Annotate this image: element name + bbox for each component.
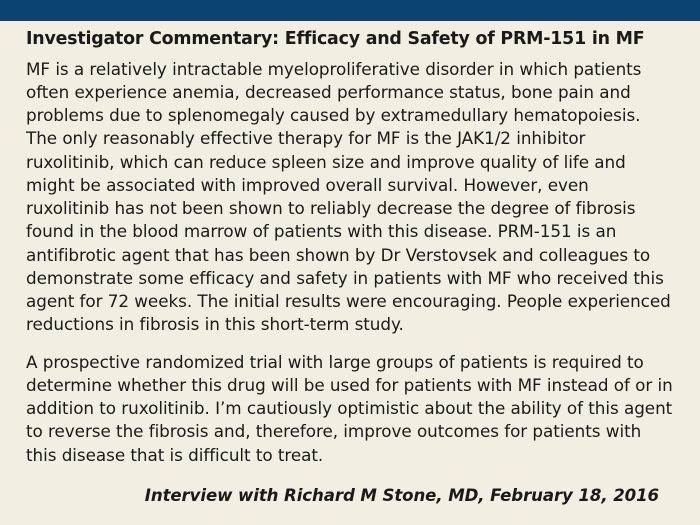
commentary-paragraph-2: A prospective randomized trial with large groups of patients is required to determine whether this drug will be used for patients with MF instead of or in addition to ruxolitinib. I’m cautiously optimistic about the ability of this agent to reverse the fibrosis and, therefore, improve outcomes for patients with this disease that is difficult to treat. [26, 351, 673, 465]
page-title: Investigator Commentary: Efficacy and Safety of PRM-151 in MF [26, 29, 645, 49]
commentary-paragraph-1: MF is a relatively intractable myeloproliferative disorder in which patients often experience anemia, decreased performance status, bone pain and problems due to splenomegaly caused by extramedullary hematopoiesis. The only reasonably effective therapy for MF is the JAK1/2 inhibitor ruxolitinib, which can reduce spleen size and improve quality of life and might be associated with improved overall survival. However, even ruxolitinib has not been shown to reliably decrease the degree of fibrosis found in the blood marrow of patients with this disease. PRM-151 is an antifibrotic agent that has been shown by Dr Verstovsek and colleagues to demonstrate some efficacy and safety in patients with MF who received this agent for 72 weeks. The initial results were encouraging. People experienced reductions in fibrosis in this short-term study. [26, 58, 671, 335]
top-accent-bar [0, 0, 700, 21]
slide-content [0, 21, 700, 525]
attribution-line: Interview with Richard M Stone, MD, February 18, 2016 [144, 485, 659, 505]
